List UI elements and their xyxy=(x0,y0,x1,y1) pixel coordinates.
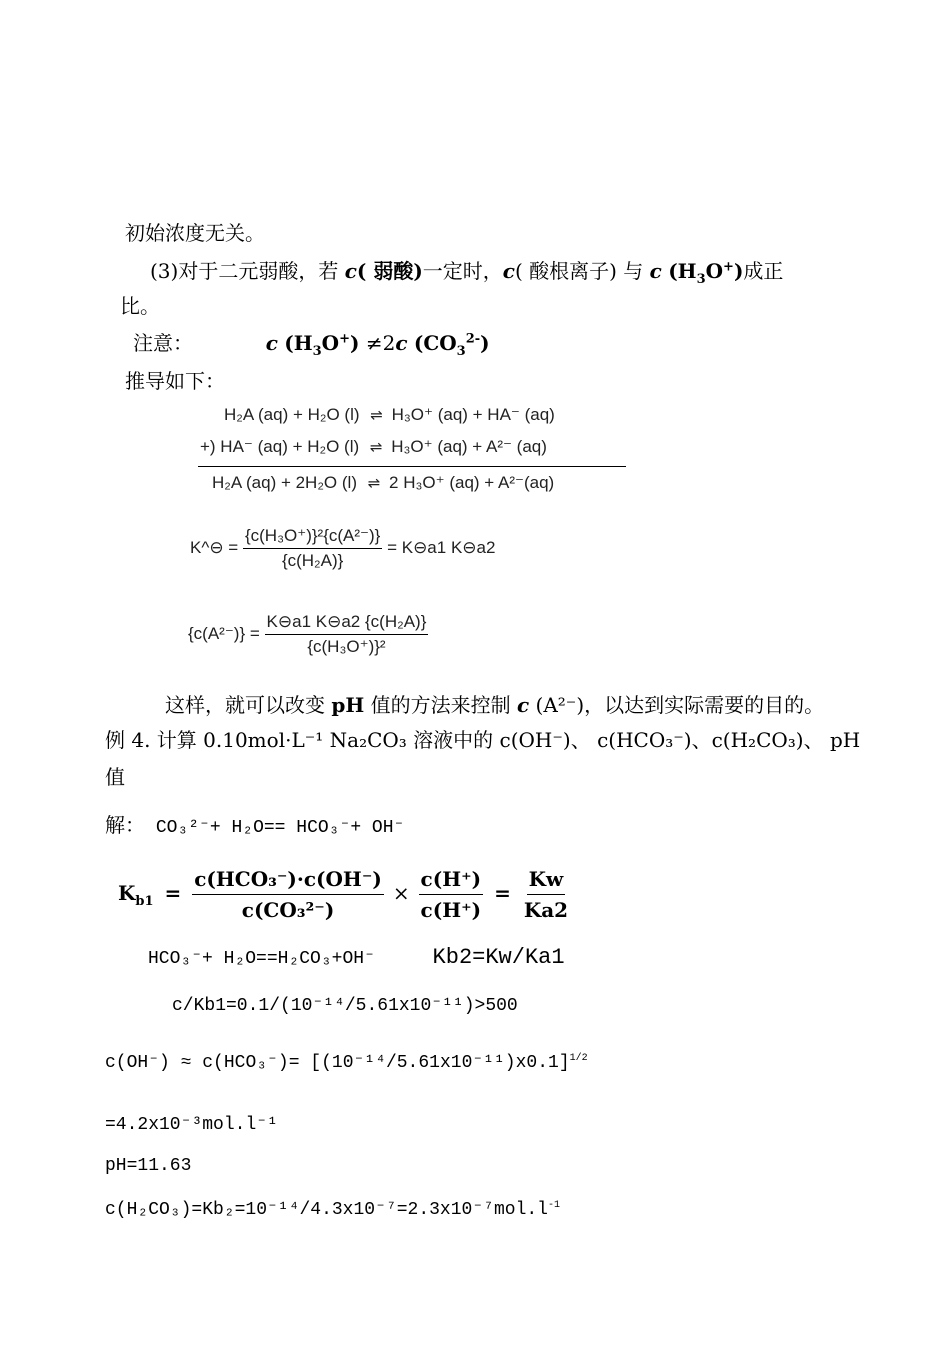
reaction-2 xyxy=(200,437,547,457)
note-line xyxy=(133,330,490,359)
kb1-k: K xyxy=(118,881,136,905)
reaction-1 xyxy=(224,405,555,425)
paragraph-item-3-cont xyxy=(120,293,160,319)
k-denominator: {c(H₂A)} xyxy=(281,551,344,570)
k-numerator: {c(H₃O⁺)}²{c(A²⁻)} xyxy=(243,526,382,549)
text: 这样，就可以改变 xyxy=(165,693,325,717)
reaction-left: H₂A (aq) + H₂O (l) xyxy=(224,405,360,424)
solution-line-1 xyxy=(105,812,404,841)
a-fraction xyxy=(265,612,429,657)
text: c(H₂CO₃)=Kb₂=10⁻¹⁴/4.3x10⁻⁷=2.3x10⁻⁷mol.l xyxy=(105,1200,548,1220)
c-symbol: c xyxy=(395,331,408,355)
item3-prefix: (3)对于二元弱酸，若 xyxy=(150,259,339,283)
text: 推导如下： xyxy=(125,369,225,393)
a-denominator: {c(H₃O⁺)}² xyxy=(307,637,386,656)
solution-label: 解： xyxy=(105,813,145,837)
ph-term: pH xyxy=(331,693,365,717)
kb1-formula: $K_{b1}$ = $\frac{\text{c(HCO₃⁻)·c(OH⁻)}}{\text{c(CO₃²⁻)}}$ × $\frac{c(H^+)}{c(H^+)}$ = $\frac{Kw}{Ka2}$ xyxy=(118,867,569,922)
c-symbol: c xyxy=(516,693,530,717)
ph-sentence xyxy=(165,692,824,718)
text: 值的方法来控制 xyxy=(370,693,511,717)
a-ion: (A²⁻) xyxy=(535,693,585,717)
weak-acid: ( 弱酸) xyxy=(356,259,423,283)
k-fraction xyxy=(243,526,382,571)
solution-ph xyxy=(105,1153,191,1179)
neq-sign: ≠2 xyxy=(365,331,396,355)
solution-eq2 xyxy=(148,945,565,972)
sum-rule-line xyxy=(198,466,626,467)
solution-ch2co3 xyxy=(105,1197,560,1223)
a-lhs: {c(A²⁻)} = xyxy=(188,623,260,643)
text-line-initial-concentration xyxy=(125,220,265,246)
co3-formula: $(CO_3^{2-})$ xyxy=(413,331,490,359)
c-symbol: c xyxy=(265,331,278,355)
solution-value xyxy=(105,1112,278,1138)
paragraph-item-3 xyxy=(150,258,784,287)
kb1-sub: b1 xyxy=(135,894,154,909)
a-numerator: K⊖a1 K⊖a2 {c(H₂A)} xyxy=(265,612,429,635)
f1-numerator: c(HCO₃⁻)·c(OH⁻) xyxy=(192,866,384,895)
text: ，以达到实际需要的目的。 xyxy=(584,693,825,717)
reaction-left: H₂A (aq) + 2H₂O (l) xyxy=(212,473,357,492)
text: 值 xyxy=(105,765,125,789)
kb2-expression: Kb2=Kw/Ka1 xyxy=(432,945,565,970)
reaction-3 xyxy=(212,473,554,493)
reaction-right: H₃O⁺ (aq) + HA⁻ (aq) xyxy=(391,405,555,424)
h3o-formula: $(H_3O^+)$ xyxy=(668,259,744,287)
reaction-left: +) HA⁻ (aq) + H₂O (l) xyxy=(200,437,360,456)
f3-denominator: Ka2 xyxy=(523,898,569,922)
f2-denominator: c(H⁺) xyxy=(420,898,482,922)
acid-root: ( 酸根离子) xyxy=(514,259,617,283)
solution-eq1: CO₃²⁻+ H₂O== HCO₃⁻+ OH⁻ xyxy=(155,818,405,838)
c-symbol: c xyxy=(344,259,357,283)
derive-label xyxy=(125,368,225,394)
equilibrium-arrow-icon: ⇌ xyxy=(369,439,381,456)
text: =4.2x10⁻³mol.l⁻¹ xyxy=(105,1115,278,1135)
exponent: 1/2 xyxy=(569,1053,588,1064)
example-4-line xyxy=(105,727,860,753)
equilibrium-arrow-icon: ⇌ xyxy=(367,475,379,492)
k-rhs: = K⊖a1 K⊖a2 xyxy=(387,537,496,557)
c-symbol: c xyxy=(649,259,662,283)
text: 例 4. 计算 0.10mol·L⁻¹ Na₂CO₃ 溶液中的 c(OH⁻)、 c(HCO₃⁻)、c(H₂CO₃)、 pH xyxy=(105,728,861,752)
solution-coh xyxy=(105,1050,588,1076)
reaction-right: H₃O⁺ (aq) + A²⁻ (aq) xyxy=(391,437,547,456)
conj-yu: 与 xyxy=(623,259,644,283)
note-label: 注意： xyxy=(133,331,193,355)
item3-suffix: 成正 xyxy=(743,259,784,283)
reaction-right: 2 H₃O⁺ (aq) + A²⁻(aq) xyxy=(389,473,555,492)
text: c/Kb1=0.1/(10⁻¹⁴/5.61x10⁻¹¹)>500 xyxy=(172,996,518,1016)
text: HCO₃⁻+ H₂O==H₂CO₃+OH⁻ xyxy=(148,949,375,969)
item3-mid: 一定时， xyxy=(422,259,503,283)
k-formula xyxy=(190,526,495,571)
solution-ratio xyxy=(172,993,518,1019)
text: 比。 xyxy=(120,294,160,318)
h3o-formula: $(H_3O^+)$ xyxy=(284,331,360,359)
f2-numerator: c(H⁺) xyxy=(419,866,484,895)
text: pH=11.63 xyxy=(105,1156,192,1176)
equilibrium-arrow-icon: ⇌ xyxy=(370,407,381,424)
kb1-fraction-2 xyxy=(419,866,484,923)
f3-numerator: Kw xyxy=(527,866,566,895)
example-4-cont xyxy=(105,764,125,790)
text: c(OH⁻) ≈ c(HCO₃⁻)= [(10⁻¹⁴/5.61x10⁻¹¹)x0.1] xyxy=(105,1053,570,1073)
kb1-fraction-1 xyxy=(192,866,384,923)
a-formula xyxy=(188,612,428,657)
k-lhs: K^⊖ = xyxy=(190,537,239,557)
kb1-fraction-3 xyxy=(522,866,570,923)
f1-denominator: c(CO₃²⁻) xyxy=(241,898,335,922)
text: 初始浓度无关。 xyxy=(125,221,265,245)
c-symbol: c xyxy=(502,259,515,283)
exponent: -1 xyxy=(547,1200,560,1211)
